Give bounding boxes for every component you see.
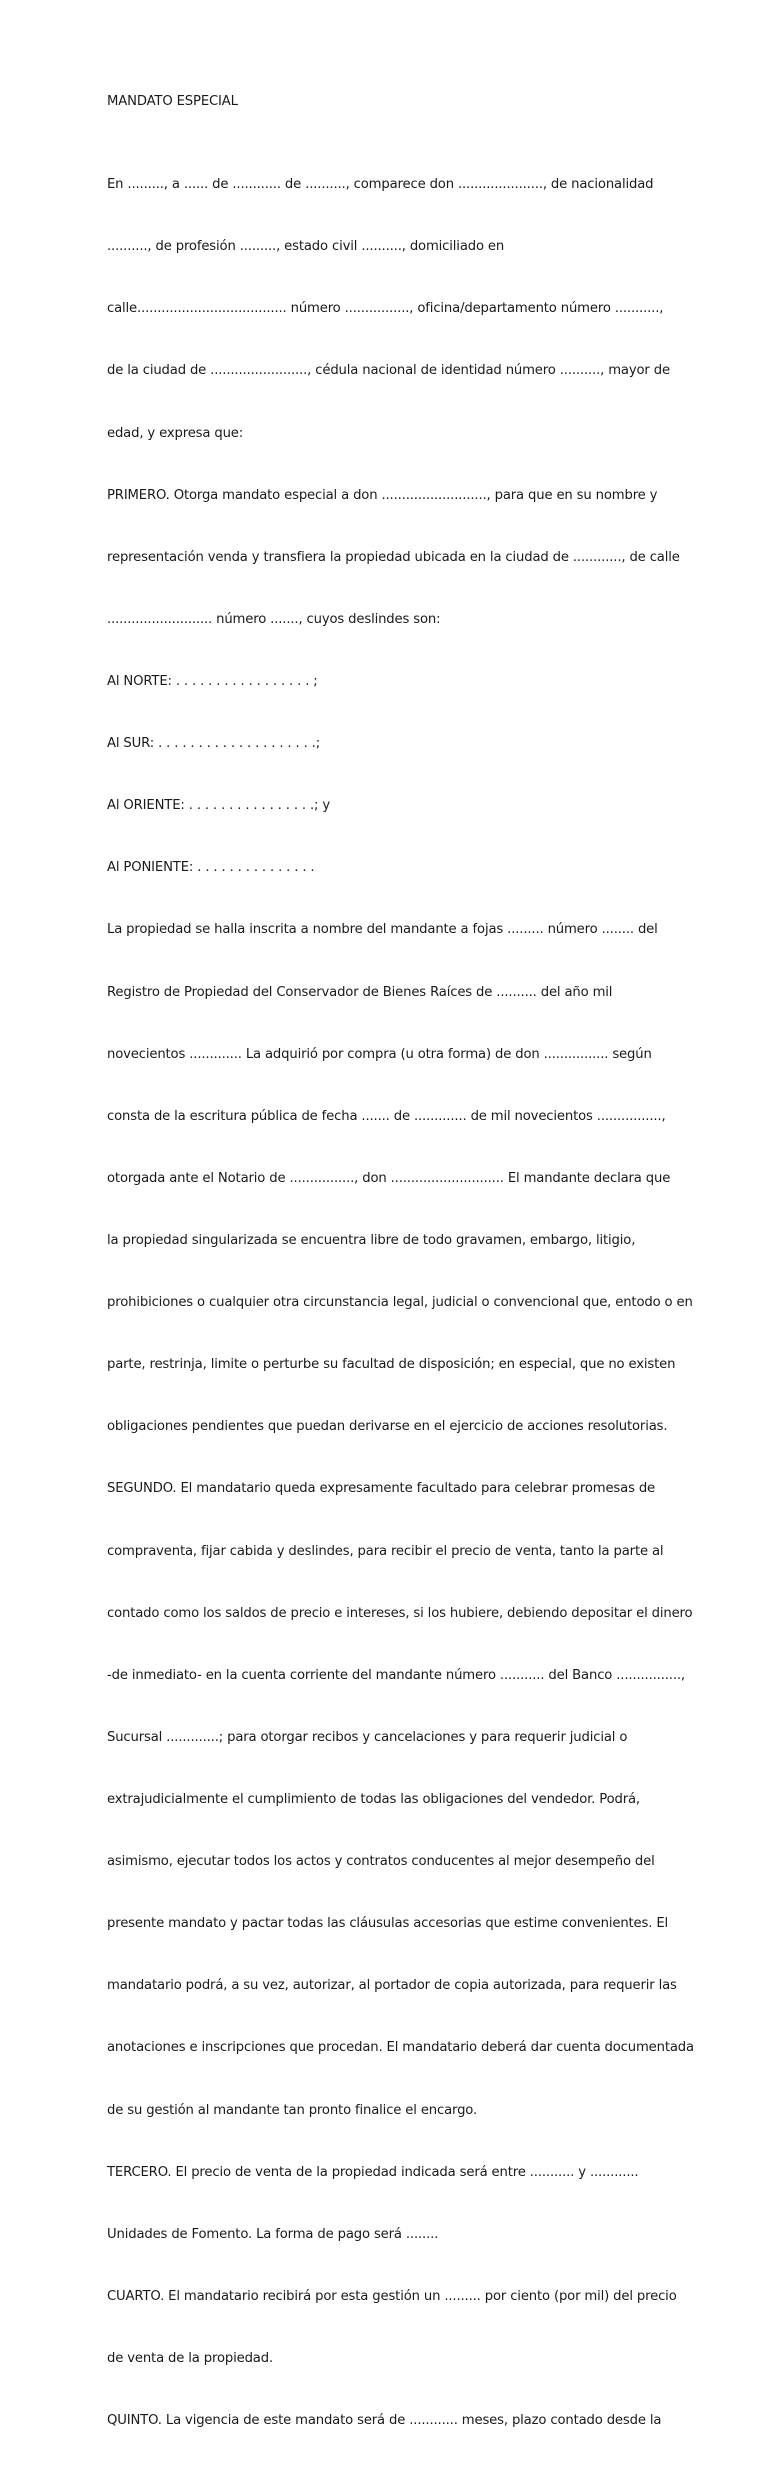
body-line: la propiedad singularizada se encuentra libre de todo gravamen, embargo, litigio, (107, 1232, 636, 1248)
body-line: representación venda y transfiera la propiedad ubicada en la ciudad de ............, de calle (107, 549, 680, 565)
body-line: .........., de profesión ........., estado civil .........., domiciliado en (107, 239, 505, 255)
document-body (107, 134, 694, 2473)
body-line: En ........., a ...... de ............ de .........., comparece don ....................., de nacionalidad (107, 177, 654, 193)
document-page (107, 92, 694, 2473)
clause-segundo-line: SEGUNDO. El mandatario queda expresamente facultado para celebrar promesas de (107, 1481, 656, 1497)
body-line: novecientos ............. La adquirió por compra (u otra forma) de don ................ según (107, 1046, 652, 1062)
clause-cuarto-line: CUARTO. El mandatario recibirá por esta gestión un ......... por ciento (por mil) del precio (107, 2288, 677, 2304)
body-line: obligaciones pendientes que puedan derivarse en el ejercicio de acciones resolutorias. (107, 1419, 668, 1435)
body-line: -de inmediato- en la cuenta corriente del mandante número ........... del Banco ................, (107, 1667, 685, 1683)
body-line: Sucursal .............; para otorgar recibos y cancelaciones y para requerir judicial o (107, 1729, 628, 1745)
body-line: de su gestión al mandante tan pronto finalice el encargo. (107, 2102, 478, 2118)
boundary-norte: Al NORTE: . . . . . . . . . . . . . . . . . ; (107, 673, 318, 689)
document-title: MANDATO ESPECIAL (107, 94, 238, 109)
body-line: de venta de la propiedad. (107, 2350, 273, 2366)
body-line: .......................... número ......., cuyos deslindes son: (107, 611, 441, 627)
body-line: contado como los saldos de precio e intereses, si los hubiere, debiendo depositar el dinero (107, 1605, 693, 1621)
clause-quinto-line: QUINTO. La vigencia de este mandato será de ............ meses, plazo contado desde la (107, 2413, 662, 2429)
boundary-sur: Al SUR: . . . . . . . . . . . . . . . . . . . .; (107, 736, 321, 752)
body-line: prohibiciones o cualquier otra circunstancia legal, judicial o convencional que, entodo o en (107, 1295, 693, 1311)
body-line: parte, restrinja, limite o perturbe su facultad de disposición; en especial, que no existen (107, 1357, 676, 1373)
body-line: compraventa, fijar cabida y deslindes, para recibir el precio de venta, tanto la parte al (107, 1543, 664, 1559)
clause-primero-line: PRIMERO. Otorga mandato especial a don .........................., para que en su nombre y (107, 487, 658, 503)
body-line: presente mandato y pactar todas las cláusulas accesorias que estime convenientes. El (107, 1916, 669, 1932)
body-line: anotaciones e inscripciones que procedan. El mandatario deberá dar cuenta documentada (107, 2040, 694, 2056)
body-line: calle..................................... número ................, oficina/departamento número ..........., (107, 301, 664, 317)
body-line: La propiedad se halla inscrita a nombre del mandante a fojas ......... número ........ del (107, 922, 658, 938)
boundary-oriente: Al ORIENTE: . . . . . . . . . . . . . . . .; y (107, 798, 331, 814)
body-line: consta de la escritura pública de fecha ....... de ............. de mil novecientos ................, (107, 1108, 666, 1124)
clause-tercero-line: TERCERO. El precio de venta de la propiedad indicada será entre ........... y ............ (107, 2164, 639, 2180)
body-line: otorgada ante el Notario de ................, don ............................ El mandante declara que (107, 1170, 671, 1186)
body-line: asimismo, ejecutar todos los actos y contratos conducentes al mejor desempeño del (107, 1854, 655, 1870)
body-line: de la ciudad de ........................, cédula nacional de identidad número .........., mayor de (107, 363, 670, 379)
boundary-poniente: Al PONIENTE: . . . . . . . . . . . . . . . (107, 860, 315, 876)
body-line: mandatario podrá, a su vez, autorizar, al portador de copia autorizada, para requerir las (107, 1978, 677, 1994)
body-line: Registro de Propiedad del Conservador de Bienes Raíces de .......... del año mil (107, 984, 613, 1000)
body-line: extrajudicialmente el cumplimiento de todas las obligaciones del vendedor. Podrá, (107, 1791, 640, 1807)
body-line: Unidades de Fomento. La forma de pago será ........ (107, 2226, 439, 2242)
body-line: edad, y expresa que: (107, 425, 244, 441)
